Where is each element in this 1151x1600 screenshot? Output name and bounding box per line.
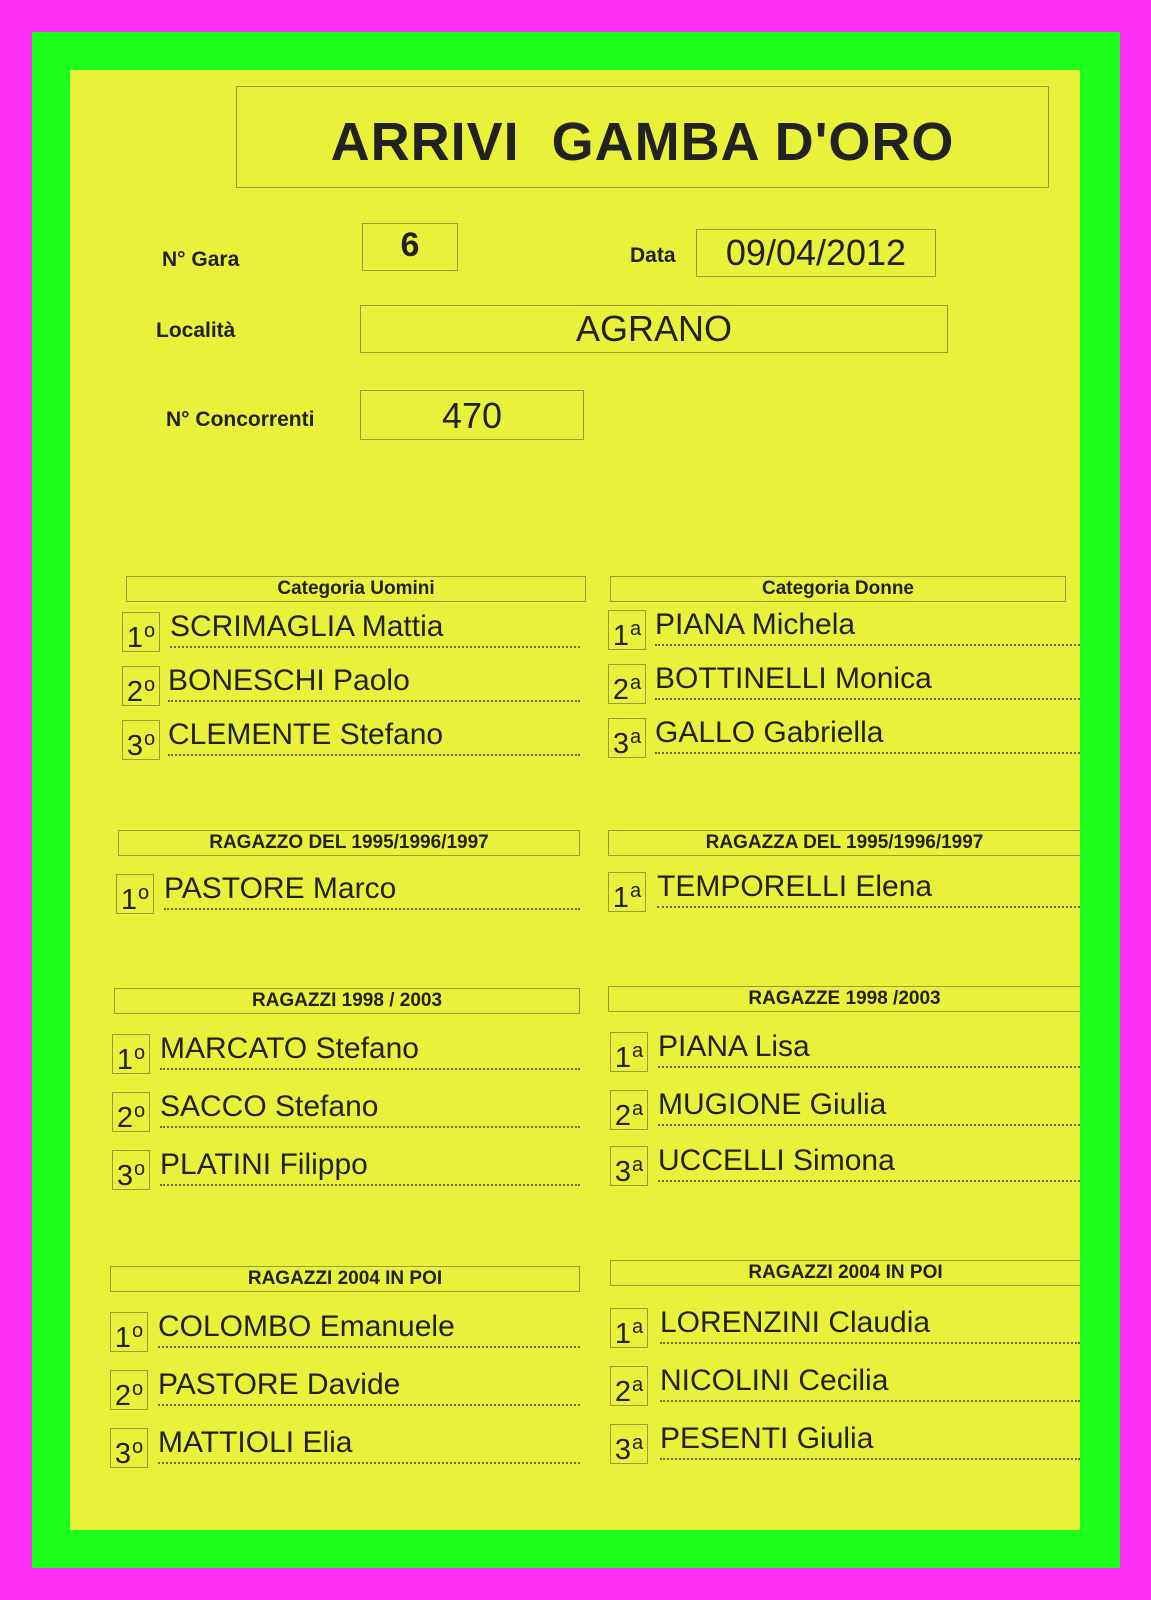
rank-ragazze-04-3: 3$^a$ <box>610 1424 648 1464</box>
rank-ragazzi-04-1: 1$^o$ <box>110 1312 148 1352</box>
cat-donne-title: Categoria Donne <box>610 576 1066 602</box>
rank-uomini-2: 2$^o$ <box>122 666 160 706</box>
localita-value: AGRANO <box>575 308 733 349</box>
name-uomini-2: BONESCHI Paolo <box>168 664 580 702</box>
cat-ragazze-98-title: RAGAZZE 1998 /2003 <box>608 986 1080 1012</box>
name-ragazzi-98-1: MARCATO Stefano <box>160 1032 580 1070</box>
name-ragazze-04-1: LORENZINI Claudia <box>660 1306 1080 1344</box>
rank-uomini-1: 1$^o$ <box>122 612 160 652</box>
title-box <box>236 86 1049 188</box>
results-sheet <box>70 70 1080 1530</box>
name-ragazzi-04-3: MATTIOLI Elia <box>158 1426 580 1464</box>
name-ragazza-95-1: TEMPORELLI Elena <box>657 870 1080 908</box>
gara-box <box>362 223 458 271</box>
rank-ragazzi-04-2: 2$^o$ <box>110 1370 148 1410</box>
cat-ragazzi-04-title: RAGAZZI 2004 IN POI <box>110 1266 580 1292</box>
name-ragazze-04-3: PESENTI Giulia <box>660 1422 1080 1460</box>
name-uomini-3: CLEMENTE Stefano <box>168 718 580 756</box>
page-title: ARRIVI GAMBA D'ORO <box>330 112 955 172</box>
rank-ragazze-98-1: 1$^a$ <box>610 1032 648 1072</box>
rank-ragazzo-95-1: 1$^o$ <box>116 874 154 914</box>
rank-donne-2: 2$^a$ <box>608 664 646 704</box>
name-donne-1: PIANA Michela <box>655 608 1080 646</box>
rank-ragazze-04-2: 2$^a$ <box>610 1366 648 1406</box>
name-ragazze-98-1: PIANA Lisa <box>658 1030 1080 1068</box>
concorrenti-box <box>360 390 584 440</box>
rank-ragazza-95-1: 1$^a$ <box>608 872 646 912</box>
data-label: Data <box>630 244 676 267</box>
rank-ragazzi-98-1: 1$^o$ <box>112 1034 150 1074</box>
localita-box <box>360 305 948 353</box>
name-ragazze-98-2: MUGIONE Giulia <box>658 1088 1080 1126</box>
cat-ragazzo-95-title: RAGAZZO DEL 1995/1996/1997 <box>118 830 580 856</box>
name-ragazzi-04-2: PASTORE Davide <box>158 1368 580 1406</box>
concorrenti-value: 470 <box>441 395 503 436</box>
rank-uomini-3: 3$^o$ <box>122 720 160 760</box>
name-ragazzi-98-2: SACCO Stefano <box>160 1090 580 1128</box>
name-uomini-1: SCRIMAGLIA Mattia <box>170 610 580 648</box>
name-donne-2: BOTTINELLI Monica <box>655 662 1080 700</box>
rank-ragazzi-98-3: 3$^o$ <box>112 1150 150 1190</box>
rank-ragazze-98-3: 3$^a$ <box>610 1146 648 1186</box>
concorrenti-label: N° Concorrenti <box>166 408 315 431</box>
rank-ragazze-98-2: 2$^a$ <box>610 1090 648 1130</box>
cat-ragazza-95-title: RAGAZZA DEL 1995/1996/1997 <box>608 830 1080 856</box>
cat-ragazze-04-title: RAGAZZI 2004 IN POI <box>610 1260 1080 1286</box>
name-ragazze-04-2: NICOLINI Cecilia <box>660 1364 1080 1402</box>
gara-value: 6 <box>400 226 420 264</box>
localita-label: Località <box>156 319 236 342</box>
name-donne-3: GALLO Gabriella <box>655 716 1080 754</box>
rank-ragazzi-98-2: 2$^o$ <box>112 1092 150 1132</box>
rank-ragazzi-04-3: 3$^o$ <box>110 1428 148 1468</box>
cat-uomini-title: Categoria Uomini <box>126 576 586 602</box>
name-ragazzi-04-1: COLOMBO Emanuele <box>158 1310 580 1348</box>
data-box <box>696 229 936 277</box>
data-value: 09/04/2012 <box>725 232 907 273</box>
name-ragazzo-95-1: PASTORE Marco <box>164 872 580 910</box>
name-ragazzi-98-3: PLATINI Filippo <box>160 1148 580 1186</box>
rank-donne-3: 3$^a$ <box>608 718 646 758</box>
rank-donne-1: 1$^a$ <box>608 610 646 650</box>
rank-ragazze-04-1: 1$^a$ <box>610 1308 648 1348</box>
cat-ragazzi-98-title: RAGAZZI 1998 / 2003 <box>114 988 580 1014</box>
gara-label: N° Gara <box>162 248 240 271</box>
name-ragazze-98-3: UCCELLI Simona <box>658 1144 1080 1182</box>
